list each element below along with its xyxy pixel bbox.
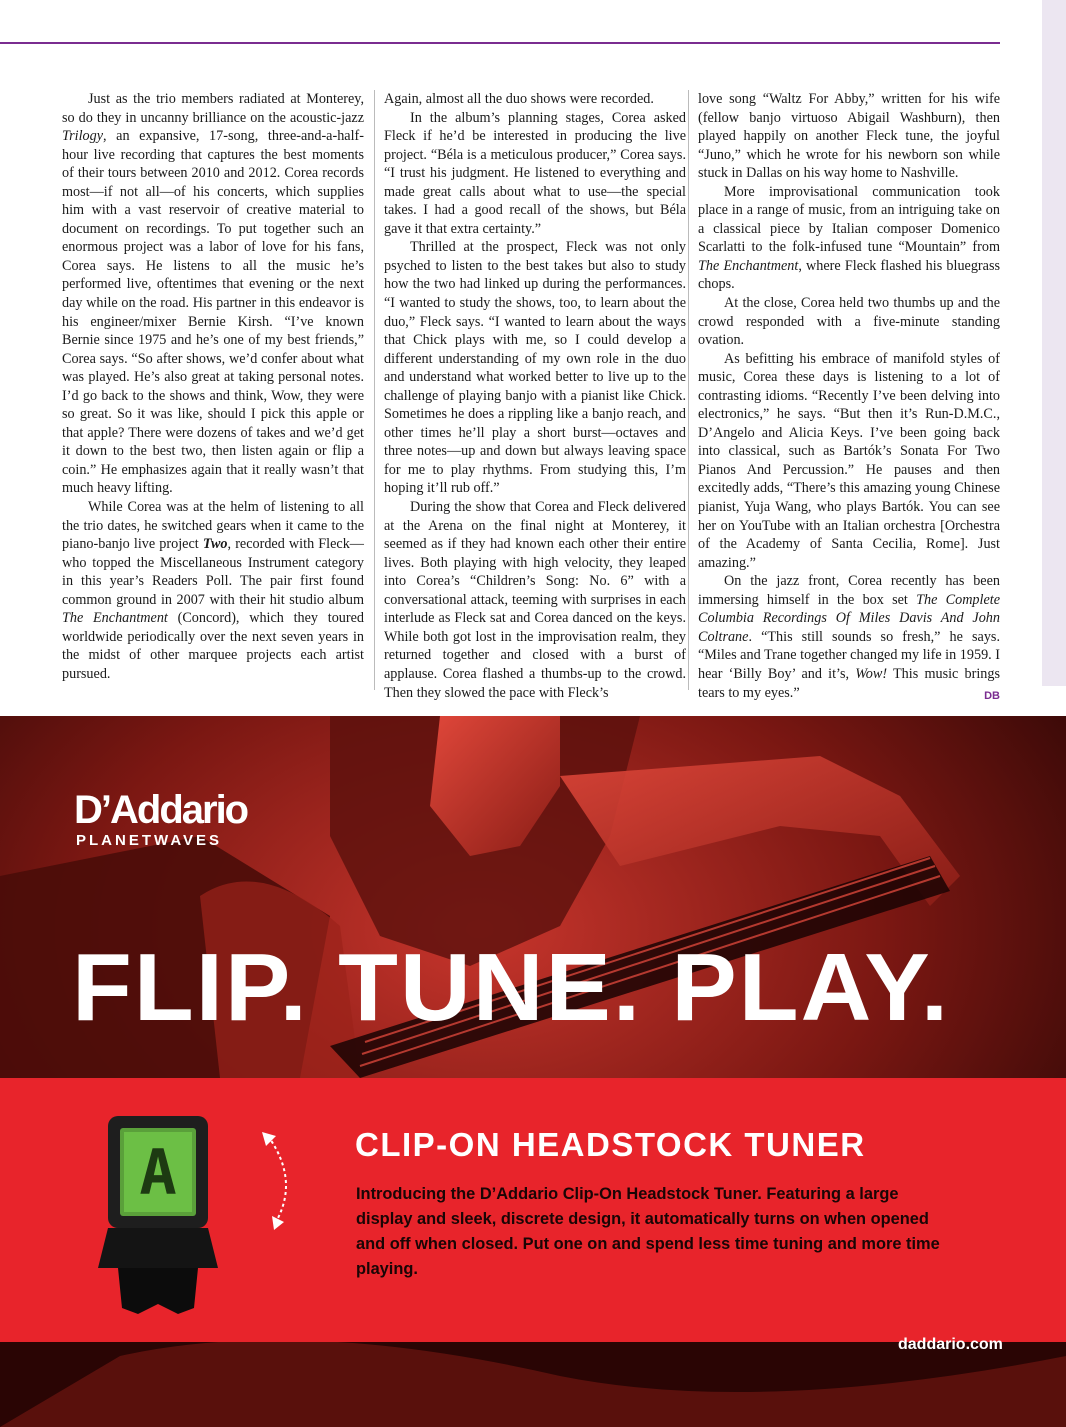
tuner-display-letter: A (139, 1136, 177, 1209)
paragraph: At the close, Corea held two thumbs up and the crowd responded with a five-minute standing ovation. (698, 295, 1000, 349)
paragraph: Just as the trio members radiated at Monterey, so do they in uncanny brilliance on the acoustic-jazz Trilogy, an expansive, 17-song, three-and-a-half-hour live recording that captures the best moments of their tours between 2010 and 2012. Corea records most—if not all—of his concerts, which supplies him with a vast reservoir of creative material to document on recordings. To put together such an enormous project was a labor of love for his fans, Corea says. He listens to all the music he’s performed live, oftentimes that evening or the next day while on the road. His partner in this endeavor is his engineer/mixer Bernie Kirsh. “I’ve known Bernie since 1975 and he’s one of my best friends,” Corea says. “So after shows, we’d confer about what was played. He’s also great at taking personal notes. I’d go back to the shows and think, Wow, they were so great. So it was like, should I pick this apple or that apple? There were dozens of takes and we’d get it down to the best two, then listen again or flip a coin.” He emphasizes again that it really wasn’t that much heavy lifting. (62, 91, 364, 497)
article (62, 90, 1008, 705)
ad-headline: FLIP. TUNE. PLAY. (72, 934, 951, 1041)
product-description: Introducing the D’Addario Clip-On Headstock Tuner. Featuring a large display and sleek, discrete design, it automatically turns on when opened and off when closed. Put one on and spend less time tuning and more time playing. (356, 1185, 940, 1278)
paragraph: On the jazz front, Corea recently has been immersing himself in the box set The Complete Columbia Recordings Of Miles Davis And John Coltrane. “This still sounds so fresh,” he says. “Miles and Trane together changed my life in 1959. I hear ‘Billy Boy’ and it’s, Wow! This music brings tears to my eyes.” DB (698, 572, 1000, 702)
product-title: CLIP-ON HEADSTOCK TUNER (355, 1126, 866, 1163)
paragraph: While Corea was at the helm of listening to all the trio dates, he switched gears when it came to the piano-banjo live project Two, recorded with Fleck—who topped the Miscellaneous Instrument category in this year’s Readers Poll. The pair first found common ground in 2007 with their hit studio album The Enchantment (Concord), which they toured worldwide periodically over the next seven years in the midst of other marquee projects each artist pursued. (62, 499, 364, 682)
column-divider (374, 90, 375, 690)
paragraph: In the album’s planning stages, Corea asked Fleck if he’d be interested in producing the live project. “Béla is a meticulous producer,” Corea says. “I trust his judgment. He listened to everything and made great calls about what to use—the special takes. I had a good recall of the shows, but Béla gave it that extra certainty.” (384, 109, 686, 237)
paragraph: More improvisational communication took place in a range of music, from an intriguing take on a classical piece by Italian composer Domenico Scarlatti to the folk-infused tune “Mountain” from The Enchantment, where Fleck flashed his bluegrass chops. (698, 183, 1000, 293)
article-column-3 (698, 90, 1000, 705)
top-rule (0, 42, 1000, 44)
advertisement (0, 716, 1066, 1427)
article-column-1 (62, 90, 364, 705)
daddario-logo (74, 790, 247, 849)
paragraph: As befitting his embrace of manifold styles of music, Corea these days is listening to a lot of contrasting idioms. “Recently I’ve been delving into electronics,” he says. “But then it’s Run-D.M.C., D’Angelo and Alicia Keys. I’ve been going back into classical, such as Bartók’s Sonata For Two Pianos And Percussion.” He pauses and then excitedly adds, “There’s this amazing young Chinese pianist, Yuja Wang, who plays Bartók. You can see her on YouTube with an Italian orchestra [Orchestra of the Academy of Santa Cecilia, Rome]. Just amazing.” (698, 350, 1000, 571)
product-band (0, 1078, 1066, 1342)
brand-name: D’Addario (74, 788, 248, 832)
website-link[interactable]: daddario.com (898, 1336, 1003, 1353)
paragraph: Again, almost all the duo shows were recorded. (384, 91, 654, 107)
article-column-2 (384, 90, 686, 705)
paragraph: Thrilled at the prospect, Fleck was not only psyched to listen to the best takes but also to study how the two had linked up during the performances. “I wanted to study the shows, too, to learn about the duo,” Fleck says. “I wanted to learn about the ways that Chick plays with me, so I could develop a different understanding of my own role in the duo and understand what worked better to live up to the challenge of playing banjo with a pianist like Chick. Sometimes he does a rippling like a banjo reach, and other times he’ll play a short burst—octaves and three notes—up and down but always leaving space for me to play rhythms. From studying this, I’m hoping it’ll rub off.” (384, 239, 686, 497)
side-tab (1042, 0, 1066, 686)
sub-brand: PLANETWAVES (76, 832, 223, 849)
tuner-image (98, 1108, 288, 1318)
paragraph: During the show that Corea and Fleck delivered at the Arena on the final night at Monterey, it seemed as if they had known each other their entire lives. Both playing with high velocity, they leaped into Corea’s “Children’s Song: No. 6” with a conversational attack, teeming with surprises in each interlude as Fleck sat and Corea danced on the keys. While both got lost in the improvisation realm, they returned together and closed with a burst of applause. Corea flashed a thumbs-up to the crowd. Then they slowed the pace with Fleck’s (384, 499, 686, 701)
column-divider (688, 90, 689, 690)
db-end-mark: DB (984, 689, 1000, 702)
paragraph: love song “Waltz For Abby,” written for his wife (fellow banjo virtuoso Abigail Washburn), then played happily on another Fleck tune, the joyful “Juno,” which he wrote for his newborn son while stuck in Dallas on his way home to Nashville. (698, 91, 1000, 182)
